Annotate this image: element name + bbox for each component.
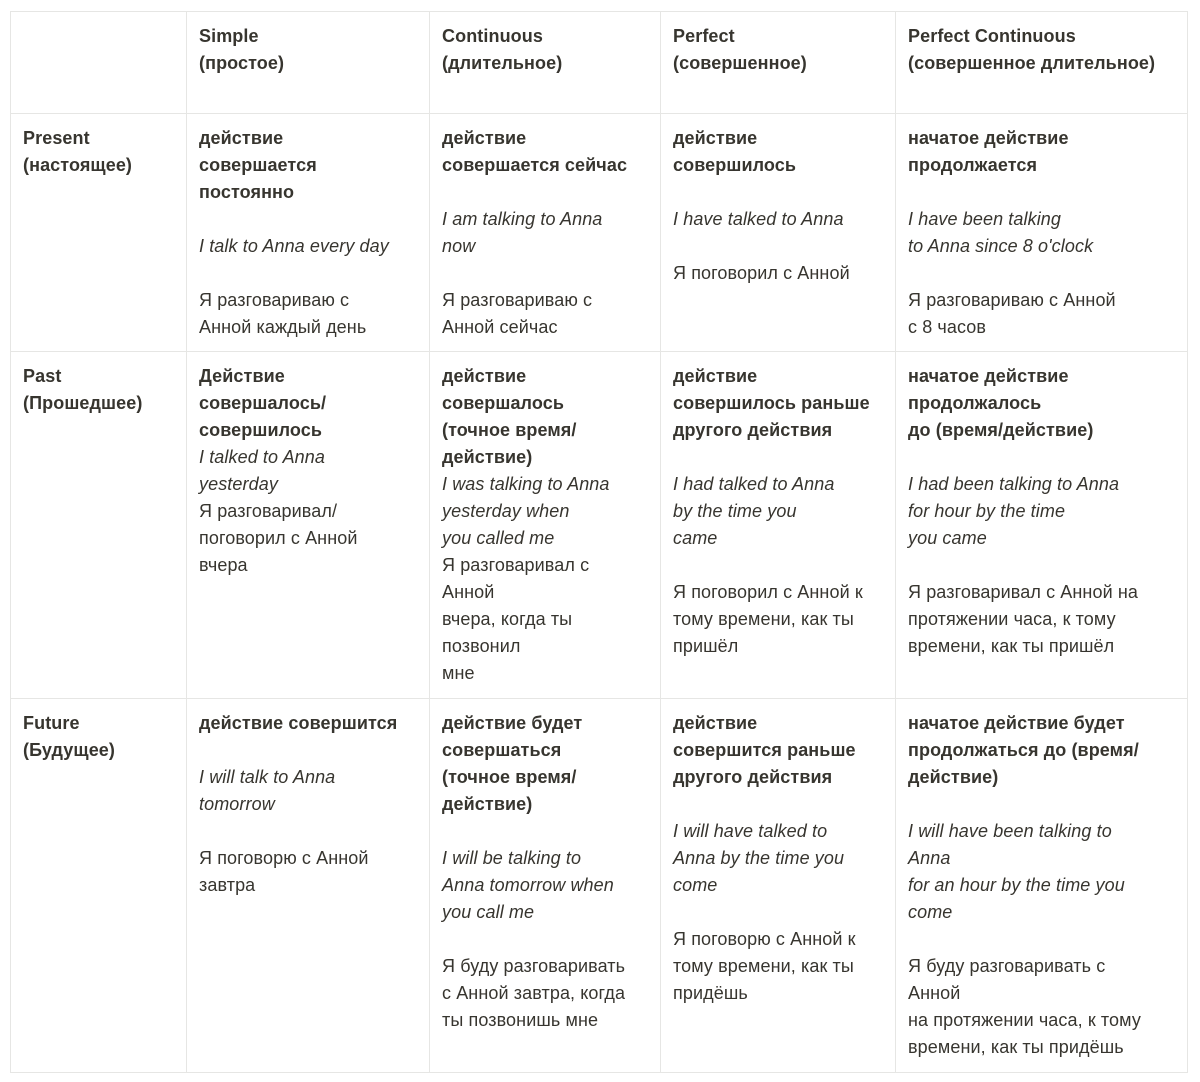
- cell-example: I have talked to Anna: [673, 209, 844, 229]
- row-past: [11, 352, 1188, 699]
- cell-description: начатое действие продолжалось до (время/действие): [908, 366, 1094, 440]
- cell-example: I talk to Anna every day: [199, 236, 389, 256]
- header-cell-simple: [187, 12, 430, 114]
- header-sub: (совершенное): [673, 53, 807, 73]
- cell-past-perfect: [661, 352, 896, 699]
- cell-translation: Я разговаривал с Анной вчера, когда ты позвонил мне: [442, 555, 590, 683]
- cell-description: действие совершается сейчас: [442, 128, 628, 175]
- row-label-future: [11, 699, 187, 1073]
- corner-cell: [11, 12, 187, 114]
- cell-description: начатое действие продолжается: [908, 128, 1069, 175]
- header-cell-perfect-continuous: [896, 12, 1188, 114]
- cell-translation: Я разговариваю с Анной каждый день: [199, 290, 367, 337]
- header-cell-continuous: [430, 12, 661, 114]
- cell-translation: Я поговорю с Анной к тому времени, как ты придёшь: [673, 929, 856, 1003]
- cell-translation: Я буду разговаривать с Анной завтра, когда ты позвонишь мне: [442, 956, 626, 1030]
- cell-translation: Я поговорю с Анной завтра: [199, 848, 369, 895]
- cell-present-perfect: [661, 114, 896, 352]
- cell-description: действие будет совершаться (точное время/ действие): [442, 713, 583, 814]
- cell-description: действие совершилось: [673, 128, 797, 175]
- cell-example: I will talk to Anna tomorrow: [199, 767, 336, 814]
- cell-example: I will have been talking to Anna for an hour by the time you come: [908, 821, 1125, 922]
- row-label-past: [11, 352, 187, 699]
- cell-description: действие совершится раньше другого действия: [673, 713, 856, 787]
- cell-translation: Я разговариваю с Анной с 8 часов: [908, 290, 1116, 337]
- cell-present-continuous: [430, 114, 661, 352]
- cell-future-perfect: [661, 699, 896, 1073]
- cell-example: I was talking to Anna yesterday when you called me: [442, 474, 610, 548]
- cell-example: I had been talking to Anna for hour by the time you came: [908, 474, 1120, 548]
- cell-translation: Я разговариваю с Анной сейчас: [442, 290, 593, 337]
- header-row: [11, 12, 1188, 114]
- header-sub: (совершенное длительное): [908, 53, 1156, 73]
- row-sub: (настоящее): [23, 155, 133, 175]
- cell-description: действие совершится: [199, 713, 398, 733]
- cell-example: I have been talking to Anna since 8 o'clock: [908, 209, 1094, 256]
- cell-example: I am talking to Anna now: [442, 209, 603, 256]
- header-sub: (длительное): [442, 53, 563, 73]
- header-name: Perfect Continuous: [908, 26, 1076, 46]
- cell-translation: Я поговорил с Анной: [673, 263, 850, 283]
- row-name: Future: [23, 713, 80, 733]
- tenses-table: [10, 11, 1188, 1073]
- cell-description: действие совершалось (точное время/ действие): [442, 366, 577, 467]
- row-future: [11, 699, 1188, 1073]
- cell-present-perfect-continuous: [896, 114, 1188, 352]
- cell-past-simple: [187, 352, 430, 699]
- row-label-present: [11, 114, 187, 352]
- cell-translation: Я буду разговаривать с Анной на протяжении часа, к тому времени, как ты придёшь: [908, 956, 1141, 1057]
- cell-translation: Я разговаривал/ поговорил с Анной вчера: [199, 501, 358, 575]
- cell-example: I had talked to Anna by the time you came: [673, 474, 835, 548]
- row-name: Present: [23, 128, 90, 148]
- cell-example: I will be talking to Anna tomorrow when you call me: [442, 848, 614, 922]
- cell-example: I talked to Anna yesterday: [199, 447, 326, 494]
- cell-description: действие совершается постоянно: [199, 128, 317, 202]
- cell-future-perfect-continuous: [896, 699, 1188, 1073]
- row-present: [11, 114, 1188, 352]
- cell-present-simple: [187, 114, 430, 352]
- cell-future-continuous: [430, 699, 661, 1073]
- header-name: Simple: [199, 26, 259, 46]
- cell-translation: Я поговорил с Анной к тому времени, как ты пришёл: [673, 582, 863, 656]
- row-name: Past: [23, 366, 62, 386]
- header-sub: (простое): [199, 53, 285, 73]
- header-cell-perfect: [661, 12, 896, 114]
- cell-example: I will have talked to Anna by the time you come: [673, 821, 845, 895]
- cell-description: действие совершилось раньше другого действия: [673, 366, 870, 440]
- cell-description: Действие совершалось/ совершилось: [199, 366, 327, 440]
- header-name: Perfect: [673, 26, 735, 46]
- cell-description: начатое действие будет продолжаться до (время/ действие): [908, 713, 1139, 787]
- header-name: Continuous: [442, 26, 543, 46]
- cell-past-continuous: [430, 352, 661, 699]
- cell-future-simple: [187, 699, 430, 1073]
- cell-past-perfect-continuous: [896, 352, 1188, 699]
- cell-translation: Я разговаривал с Анной на протяжении часа, к тому времени, как ты пришёл: [908, 582, 1138, 656]
- row-sub: (Прошедшее): [23, 393, 143, 413]
- row-sub: (Будущее): [23, 740, 116, 760]
